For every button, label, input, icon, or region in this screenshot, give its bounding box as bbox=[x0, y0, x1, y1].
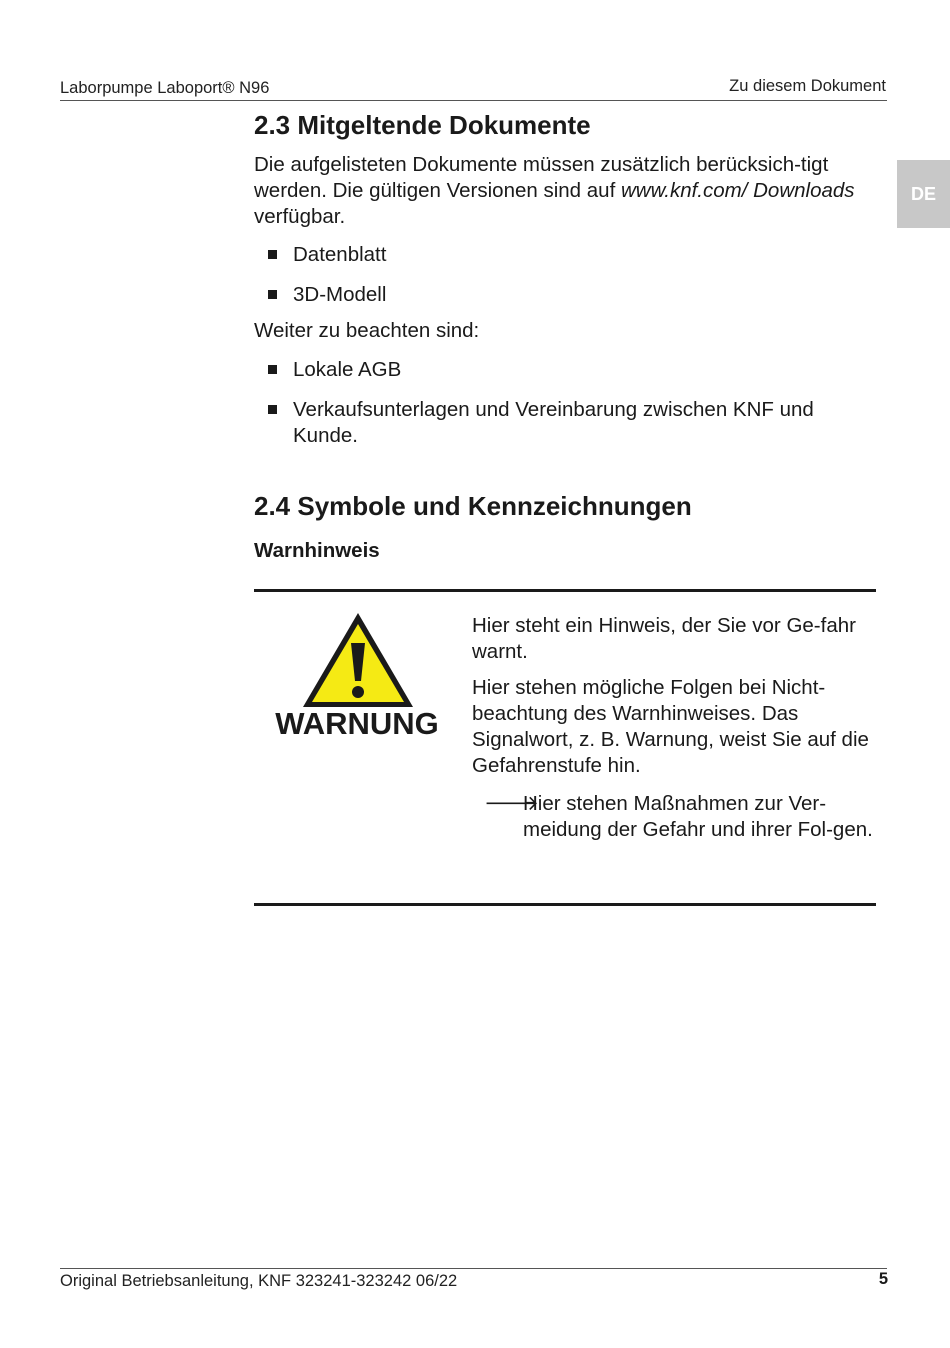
page-number: 5 bbox=[878, 1270, 888, 1288]
footer-document-info: Original Betriebsanleitung, KNF 323241-323242 06/22 bbox=[60, 1272, 458, 1290]
list-item-text: 3D-Modell bbox=[293, 283, 387, 306]
list-item bbox=[268, 357, 878, 383]
header-chapter-title: Zu diesem Dokument bbox=[729, 77, 886, 95]
downloads-link-text: www.knf.com/ Downloads bbox=[620, 179, 855, 202]
further-label: Weiter zu beachten sind: bbox=[254, 319, 480, 342]
section-2-3-heading: 2.3 Mitgeltende Dokumente bbox=[254, 110, 591, 140]
list-item bbox=[268, 397, 878, 449]
list-item bbox=[268, 282, 878, 308]
header-document-title: Laborpumpe Laboport® N96 bbox=[60, 79, 270, 97]
warning-triangle-icon bbox=[300, 610, 416, 710]
section-2-3-intro-paragraph bbox=[254, 152, 869, 230]
further-label-block bbox=[254, 318, 876, 344]
section-2-4-heading-block bbox=[254, 491, 876, 521]
list-item-text: Lokale AGB bbox=[293, 358, 402, 381]
section-2-3-heading-block bbox=[254, 110, 876, 140]
section-2-3-intro bbox=[254, 152, 869, 230]
signal-word: WARNUNG bbox=[275, 706, 439, 741]
section-2-4-heading: 2.4 Symbole und Kennzeichnungen bbox=[254, 491, 692, 521]
intro-text-part2: verfügbar. bbox=[254, 205, 346, 228]
bullet-square-icon bbox=[268, 405, 277, 414]
measure-item bbox=[484, 791, 874, 843]
arrow-right-icon: 🡒 bbox=[484, 792, 539, 815]
language-tab bbox=[897, 160, 950, 228]
warning-box-bottom-rule bbox=[254, 903, 876, 906]
warning-box-top-rule bbox=[254, 589, 876, 592]
bullet-square-icon bbox=[268, 250, 277, 259]
warning-subheading: Warnhinweis bbox=[254, 539, 380, 562]
language-tab-label: DE bbox=[910, 183, 936, 204]
warning-paragraph-1: Hier steht ein Hinweis, der Sie vor Ge-fahr warnt. bbox=[472, 614, 856, 663]
measure-text: Hier stehen Maßnahmen zur Ver-meidung der Gefahr und ihrer Fol-gen. bbox=[523, 792, 873, 841]
warning-paragraph-2: Hier stehen mögliche Folgen bei Nicht-beachtung des Warnhinweises. Das Signalwort, z. B. Warnung, weist Sie auf die Gefahrenstufe hin. bbox=[472, 676, 869, 777]
bullet-square-icon bbox=[268, 290, 277, 299]
header-divider bbox=[60, 100, 887, 101]
list-item bbox=[268, 242, 878, 268]
list-item-text: Datenblatt bbox=[293, 243, 387, 266]
bullet-square-icon bbox=[268, 365, 277, 374]
intro-text-part1: Die aufgelisteten Dokumente müssen zusätzlich berücksich-tigt werden. Die gültigen Versionen sind auf bbox=[254, 153, 829, 202]
list-item-text: Verkaufsunterlagen und Vereinbarung zwischen KNF und Kunde. bbox=[293, 398, 814, 447]
footer-divider bbox=[60, 1268, 887, 1269]
